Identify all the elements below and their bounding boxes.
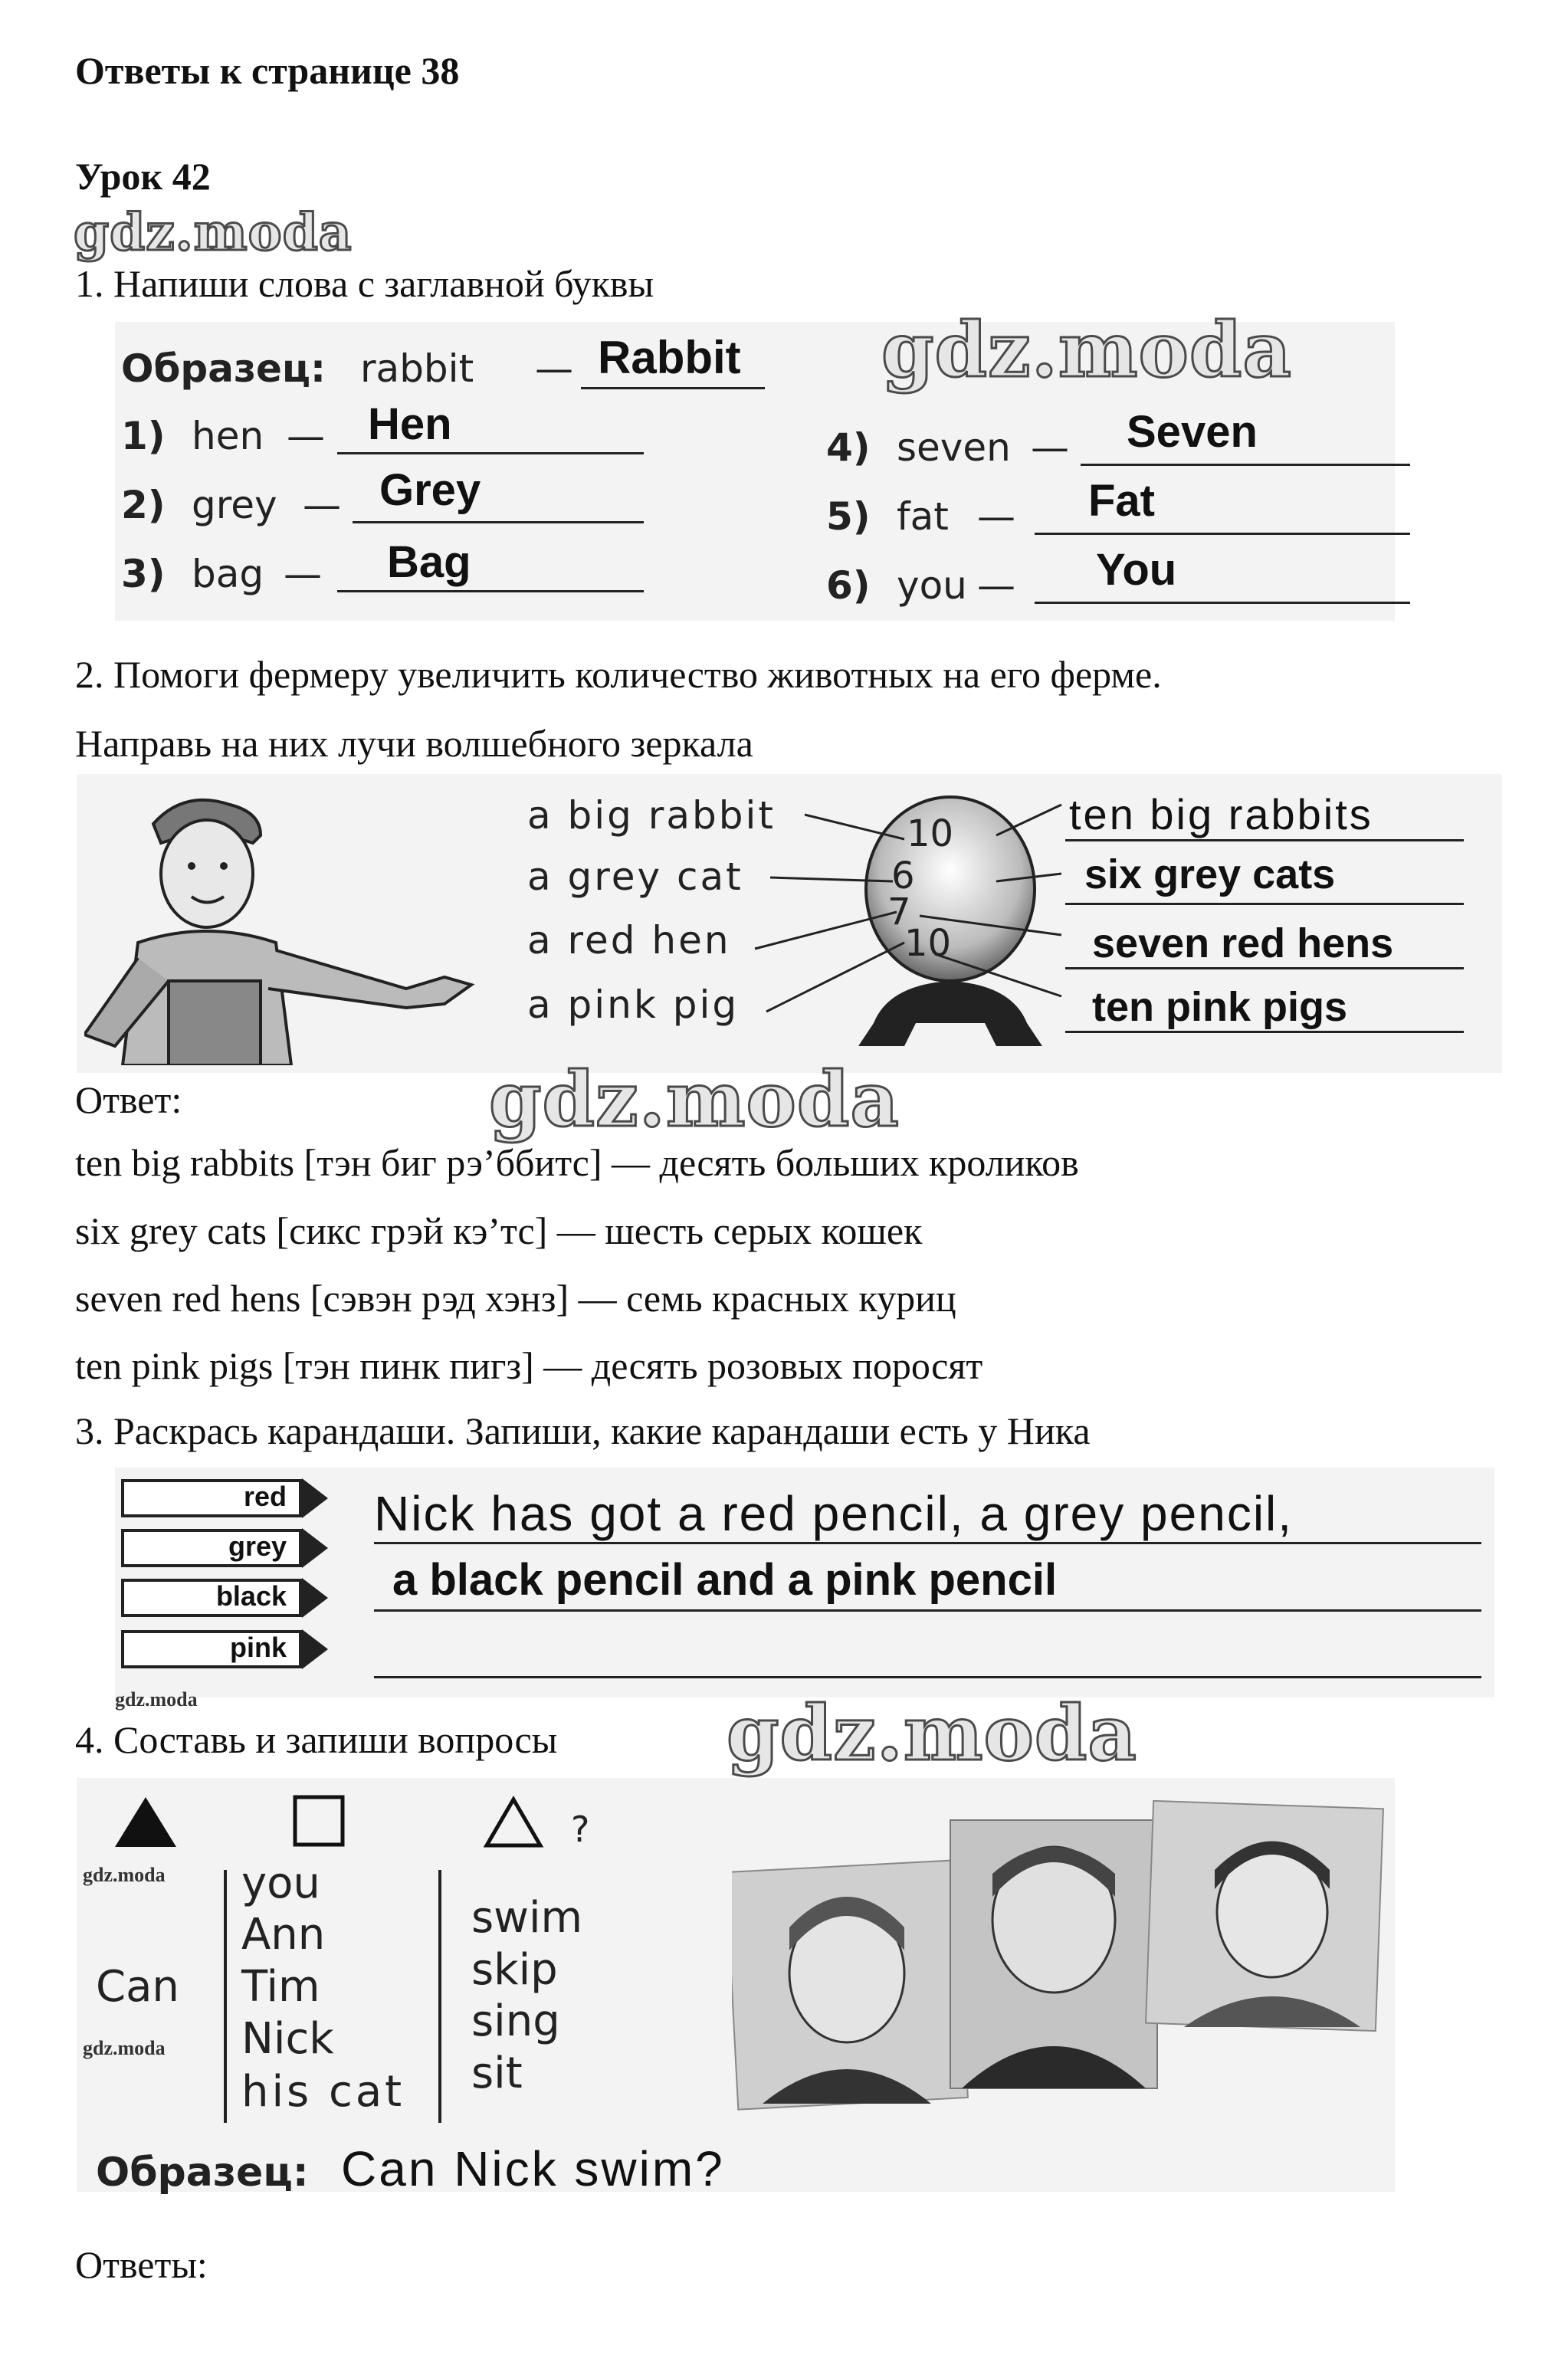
question-mark: ? — [571, 1809, 590, 1850]
mirror-rays — [0, 0, 1568, 1073]
watermark-small: gdz.moda — [115, 1688, 198, 1711]
watermark-small: gdz.moda — [83, 1864, 166, 1886]
watermark: gdz.moda — [727, 1690, 1137, 1778]
task1-word: grey — [192, 483, 277, 527]
mirror-number: 6 — [891, 854, 915, 897]
task1-answer: You — [1096, 545, 1177, 595]
task4-can: Can — [96, 1962, 179, 2012]
mirror-number: 10 — [907, 812, 954, 855]
task1-word: fat — [897, 494, 949, 539]
task1-num: 3) — [121, 552, 166, 596]
task2-answer-line: six grey cats [сикс грэй кэ’тс] — шесть серых кошек — [75, 1209, 923, 1252]
task4-verb: swim — [471, 1893, 583, 1943]
task2-answer: six grey cats — [1084, 851, 1336, 897]
lesson-title: Урок 42 — [75, 155, 211, 198]
phrase: a pink pig — [527, 982, 740, 1027]
photo-girl — [732, 1860, 968, 2109]
pencil-red: red — [121, 1479, 302, 1517]
task1-num: 6) — [826, 563, 871, 608]
task2-heading-line2: Направь на них лучи волшебного зеркала — [75, 722, 753, 765]
filled-triangle-icon — [115, 1797, 176, 1847]
task3-heading: 3. Раскрась карандаши. Запиши, какие карандаши есть у Ника — [75, 1409, 1091, 1452]
task1-num: 5) — [826, 494, 871, 539]
answer-line — [1065, 1031, 1464, 1033]
column-divider — [224, 1870, 227, 2123]
pencil-tip — [302, 1478, 328, 1518]
pencil-pink: pink — [121, 1630, 302, 1668]
pencil-tip — [302, 1578, 328, 1618]
task1-num: 2) — [121, 483, 166, 527]
task1-answer: Bag — [387, 537, 471, 587]
column-divider — [438, 1870, 441, 2123]
task4-heading: 4. Составь и запиши вопросы — [75, 1718, 558, 1761]
photo-boy-2 — [1146, 1801, 1383, 2031]
task1-num: 1) — [121, 414, 166, 458]
task1-num: 4) — [826, 425, 871, 470]
task2-answer-line: ten big rabbits [тэн биг рэ’ббитс] — десять больших кроликов — [75, 1141, 1079, 1184]
task1-answer: Grey — [379, 465, 481, 515]
task1-word: you — [897, 563, 967, 608]
phrase: a big rabbit — [527, 793, 776, 838]
answer-line — [1065, 903, 1464, 905]
task4-sample-label: Образец: — [96, 2150, 309, 2196]
task3-answer-line2: a black pencil and a pink pencil — [392, 1555, 1058, 1605]
page-title: Ответы к странице 38 — [75, 49, 460, 92]
task2-answer-line: seven red hens [сэвэн рэд хэнз] — семь красных куриц — [75, 1277, 956, 1320]
watermark-small: gdz.moda — [83, 2037, 166, 2059]
task4-subject: you — [241, 1858, 320, 1908]
task1-sample-word: rabbit — [360, 346, 474, 391]
square-icon — [295, 1797, 343, 1845]
task1-sample-dash: — — [535, 346, 573, 391]
phrase: a grey cat — [527, 854, 743, 899]
children-photos — [732, 1797, 1391, 2119]
task1-word: hen — [192, 414, 264, 458]
pencil-tip — [302, 1528, 328, 1568]
task4-answers-label: Ответы: — [75, 2243, 208, 2286]
mirror-number: 10 — [904, 922, 952, 965]
task4-verb: sit — [471, 2048, 523, 2098]
pencil-grey: grey — [121, 1529, 302, 1567]
task1-answer: Seven — [1127, 407, 1258, 457]
task2-answer: seven red hens — [1092, 920, 1394, 966]
task4-subject: his cat — [241, 2067, 405, 2117]
answer-line — [374, 1542, 1481, 1544]
task2-heading-line1: 2. Помоги фермеру увеличить количество животных на его ферме. — [75, 653, 1162, 696]
task2-answer: ten big rabbits — [1069, 790, 1373, 838]
task4-verb: skip — [471, 1945, 558, 1995]
watermark: gdz.moda — [489, 1056, 900, 1144]
pencil-tip — [302, 1629, 328, 1669]
task1-word: seven — [897, 425, 1011, 470]
phrase: a red hen — [527, 918, 731, 963]
task1-sample-answer: Rabbit — [598, 332, 741, 383]
task1-heading: 1. Напиши слова с заглавной буквы — [75, 262, 654, 305]
answer-line — [374, 1609, 1481, 1612]
task2-answer-label: Ответ: — [75, 1078, 182, 1121]
photo-boy — [950, 1820, 1157, 2088]
task4-subject: Nick — [241, 2014, 334, 2064]
task1-answer: Hen — [368, 399, 452, 449]
task1-sample-label: Образец: — [121, 346, 326, 391]
task4-verb: sing — [471, 1996, 560, 2046]
answer-line — [374, 1676, 1481, 1678]
task3-answer-line1: Nick has got a red pencil, a grey pencil, — [374, 1486, 1294, 1541]
pencil-black: black — [121, 1579, 302, 1617]
task2-answer-line: ten pink pigs [тэн пинк пигз] — десять розовых поросят — [75, 1344, 983, 1387]
task1-word: bag — [192, 552, 264, 596]
task1-answer: Fat — [1088, 476, 1155, 526]
watermark: gdz.moda — [74, 202, 353, 262]
mirror-number: 7 — [887, 891, 911, 933]
watermark: gdz.moda — [881, 307, 1292, 395]
task4-symbols — [111, 1793, 609, 1855]
task4-subject: Ann — [241, 1910, 326, 1960]
open-triangle-icon — [487, 1799, 540, 1845]
task2-answer: ten pink pigs — [1092, 984, 1348, 1030]
task4-subject: Tim — [241, 1962, 320, 2012]
answer-line — [1065, 839, 1464, 841]
answer-line — [1065, 967, 1464, 969]
task4-sample-answer: Can Nick swim? — [341, 2141, 725, 2196]
